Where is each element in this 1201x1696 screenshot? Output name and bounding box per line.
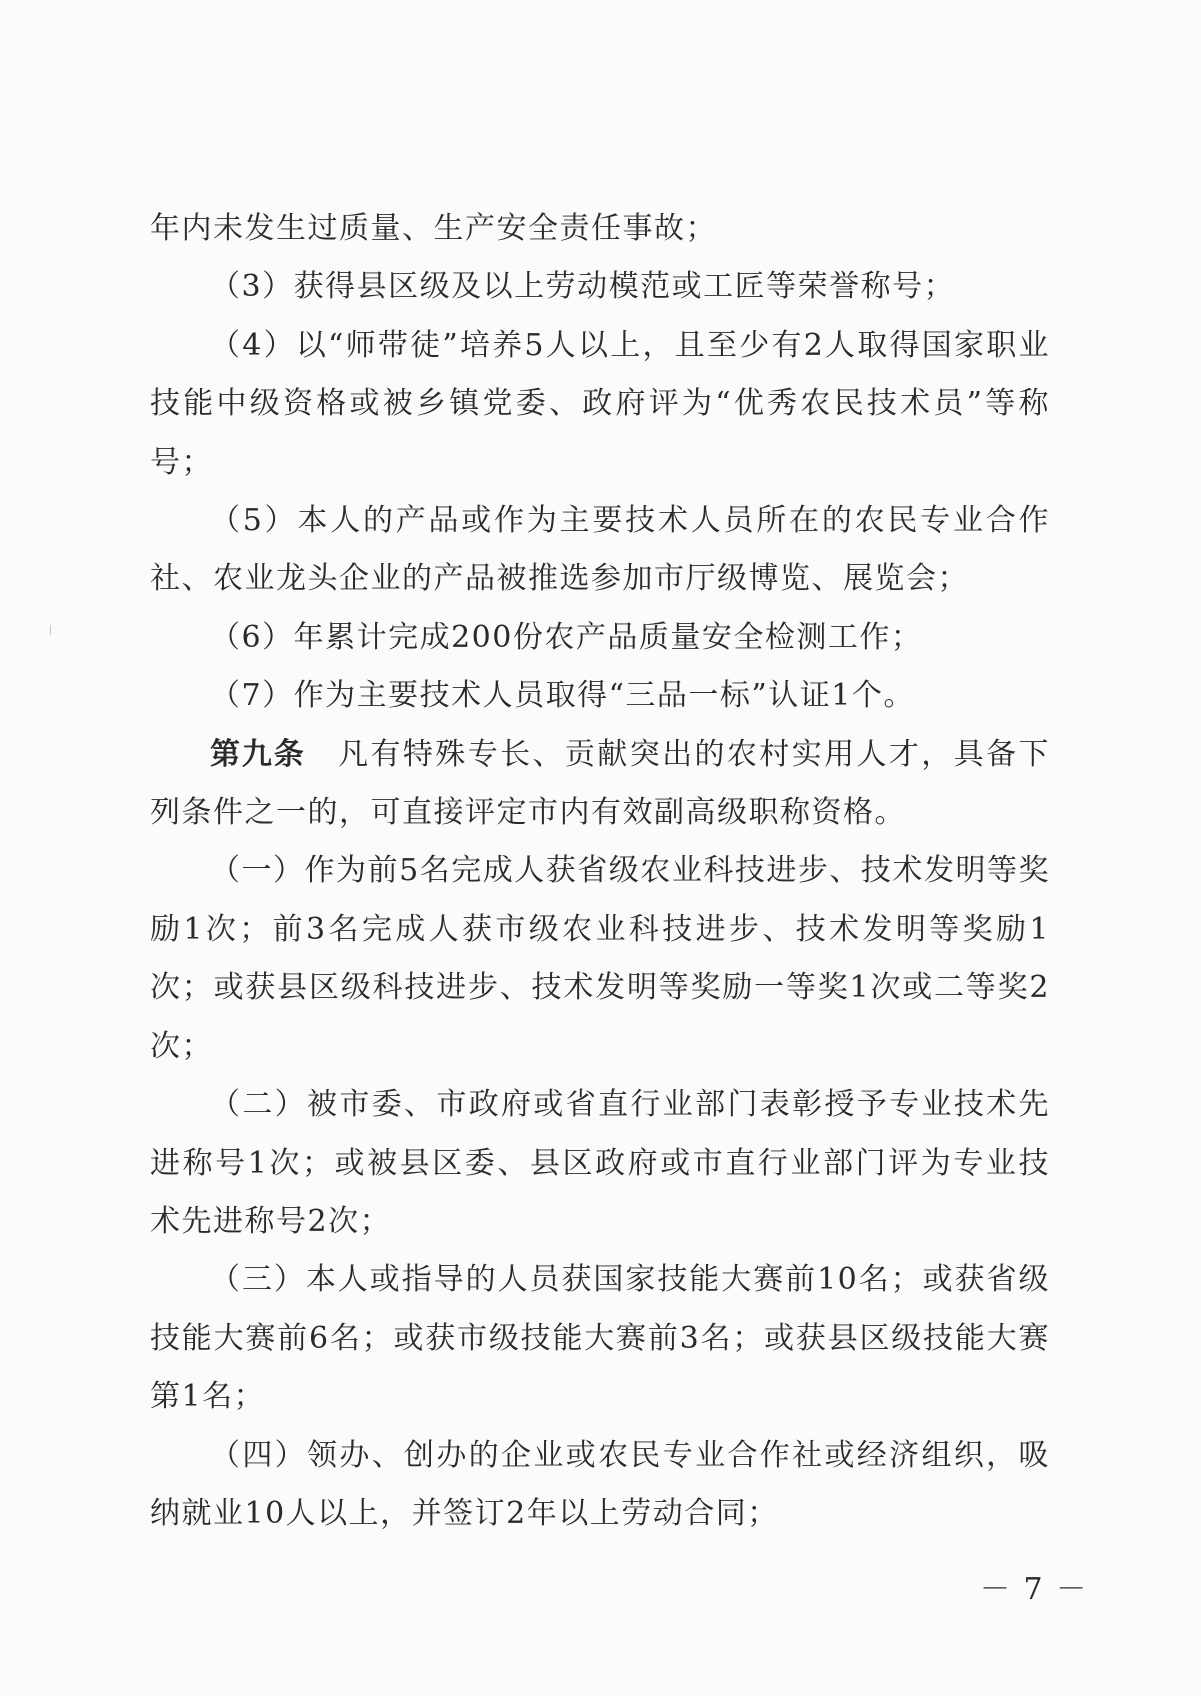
paragraph-text: （一）作为前5名完成人获省级农业科技进步、技术发明等奖励1次；前3名完成人获市级农业科技进步、技术发明等奖励1次；或获县区级科技进步、技术发明等奖励一等奖1次或二等奖2次；	[150, 853, 1050, 1064]
article-heading: 第九条	[210, 736, 306, 772]
paragraph-text: （5）本人的产品或作为主要技术人员所在的农民专业合作社、农业龙头企业的产品被推选参加市厅级博览、展览会；	[150, 503, 1050, 597]
paragraph-1	[150, 200, 1050, 258]
paragraph-2	[150, 258, 1050, 316]
paragraph-text: （3）获得县区级及以上劳动模范或工匠等荣誉称号；	[210, 269, 956, 305]
paragraph-6	[150, 667, 1050, 725]
paragraph-10	[150, 1251, 1050, 1426]
paragraph-5	[150, 609, 1050, 667]
paragraph-text: （二）被市委、市政府或省直行业部门表彰授予专业技术先进称号1次；或被县区委、县区政府或市直行业部门评为专业技术先进称号2次；	[150, 1087, 1050, 1239]
page-number: － 7 －	[980, 1572, 1089, 1607]
paragraph-text: 凡有特殊专长、贡献突出的农村实用人才，具备下列条件之一的，可直接评定市内有效副高级职称资格。	[150, 736, 1051, 831]
paragraph-8	[150, 842, 1050, 1076]
paragraph-3	[150, 317, 1050, 492]
paragraph-text: （7）作为主要技术人员取得“三品一标”认证1个。	[210, 678, 915, 714]
paragraph-text: （四）领办、创办的企业或农民专业合作社或经济组织，吸纳就业10人以上，并签订2年以上劳动合同；	[150, 1437, 1050, 1531]
paragraph-4	[150, 492, 1050, 609]
paragraph-9	[150, 1076, 1050, 1251]
paragraph-text: 年内未发生过质量、生产安全责任事故；	[150, 211, 717, 246]
article-9-paragraph	[150, 726, 1050, 843]
paragraph-text: （4）以“师带徒”培养5人以上，且至少有2人取得国家职业技能中级资格或被乡镇党委、政府评为“优秀农民技术员”等称号；	[150, 327, 1050, 480]
paragraph-text: （三）本人或指导的人员获国家技能大赛前10名；或获省级技能大赛前6名；或获市级技能大赛前3名；或获县区级技能大赛第1名；	[150, 1262, 1050, 1415]
scan-mark	[50, 625, 51, 635]
paragraph-11	[150, 1427, 1050, 1544]
paragraph-text: （6）年累计完成200份农产品质量安全检测工作；	[210, 619, 923, 655]
body-text	[150, 200, 1050, 1543]
